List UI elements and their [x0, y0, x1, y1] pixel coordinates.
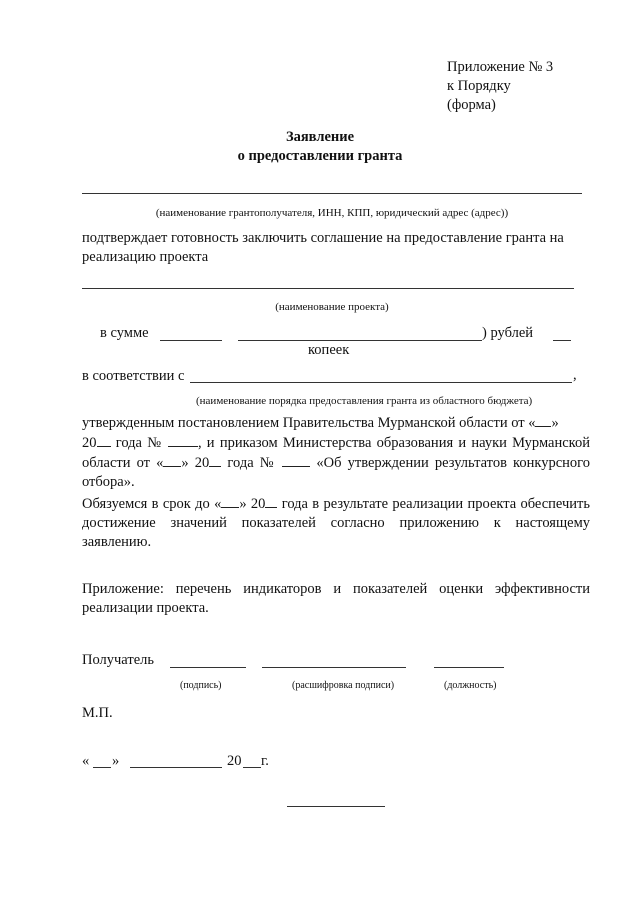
annex-reference: к Порядку	[447, 78, 511, 94]
approved-text-2: »	[551, 415, 559, 431]
date-open-quote: «	[82, 753, 90, 769]
sum-label: в сумме	[100, 325, 149, 341]
kopecks-line[interactable]	[553, 340, 571, 341]
order-year-field[interactable]	[209, 453, 221, 467]
title-line-2: о предоставлении гранта	[237, 148, 403, 164]
attachment-text: Приложение: перечень индикаторов и показателей оценки эффективности реализации проекта.	[82, 581, 590, 616]
document-title	[200, 128, 440, 166]
obligation-text-3: года в результате реализации проекта обеспечить достижение значений показателей согласно приложению к настоящему заявлению.	[82, 496, 591, 550]
date-month-field[interactable]	[130, 767, 222, 768]
approved-text-4: года №	[110, 435, 163, 451]
resolution-day-field[interactable]	[535, 413, 551, 427]
annex-form-label: (форма)	[447, 97, 496, 113]
deadline-year-field[interactable]	[265, 494, 277, 508]
date-day-field[interactable]	[93, 767, 111, 768]
kopecks-label: копеек	[308, 342, 350, 358]
approved-text-5: , и приказом Министерства образования и науки Мурманской области от «	[82, 435, 590, 471]
obligation-paragraph	[82, 494, 590, 552]
deadline-day-field[interactable]	[221, 494, 239, 508]
accordance-comma: ,	[573, 367, 577, 383]
signature-line[interactable]	[170, 667, 246, 668]
annex-header	[447, 58, 553, 115]
position-line[interactable]	[434, 667, 504, 668]
approved-text-1: утвержденным постановлением Правительства Мурманской области от «	[82, 415, 536, 431]
accordance-label: в соответствии с	[82, 368, 185, 384]
project-field-line[interactable]	[82, 288, 574, 289]
title-line-1: Заявление	[285, 129, 355, 145]
approved-text-8: «Об утверждении результатов конкурсного отбора».	[82, 455, 590, 490]
date-year-field[interactable]	[243, 767, 261, 768]
signature-decoding-line[interactable]	[262, 667, 406, 668]
project-caption: (наименование проекта)	[275, 301, 389, 313]
rubles-label: ) рублей	[482, 325, 534, 341]
procedure-field-line[interactable]	[190, 382, 572, 383]
signature-caption: (подпись)	[180, 680, 222, 691]
approved-text-6: » 20	[181, 455, 210, 471]
order-number-field[interactable]	[282, 453, 310, 467]
procedure-caption: (наименование порядка предоставления гранта из областного бюджета)	[196, 395, 533, 407]
order-day-field[interactable]	[163, 453, 181, 467]
approved-text-7: года №	[221, 455, 277, 471]
stamp-label: М.П.	[82, 705, 113, 721]
resolution-number-field[interactable]	[168, 433, 198, 447]
readiness-text: подтверждает готовность заключить соглашение на предоставление гранта на реализацию проекта	[82, 230, 564, 265]
sum-digits-line[interactable]	[160, 340, 222, 341]
position-caption: (должность)	[444, 680, 497, 691]
resolution-year-field[interactable]	[97, 433, 111, 447]
decoding-caption: (расшифровка подписи)	[292, 680, 395, 691]
closing-divider	[287, 806, 385, 807]
obligation-text-1: Обязуемся в срок до «	[82, 496, 222, 512]
approved-paragraph	[82, 413, 590, 492]
annex-number: Приложение № 3	[447, 59, 554, 75]
date-close-quote: »	[112, 753, 120, 769]
date-year-suffix: г.	[261, 753, 269, 769]
obligation-text-2: » 20	[239, 496, 266, 512]
recipient-label: Получатель	[82, 652, 154, 668]
applicant-field-line[interactable]	[82, 193, 582, 194]
sum-words-line[interactable]	[238, 340, 482, 341]
date-year-prefix: 20	[227, 753, 242, 769]
approved-text-3: 20	[82, 435, 97, 451]
applicant-caption: (наименование грантополучателя, ИНН, КПП, юридический адрес (адрес))	[155, 207, 509, 219]
